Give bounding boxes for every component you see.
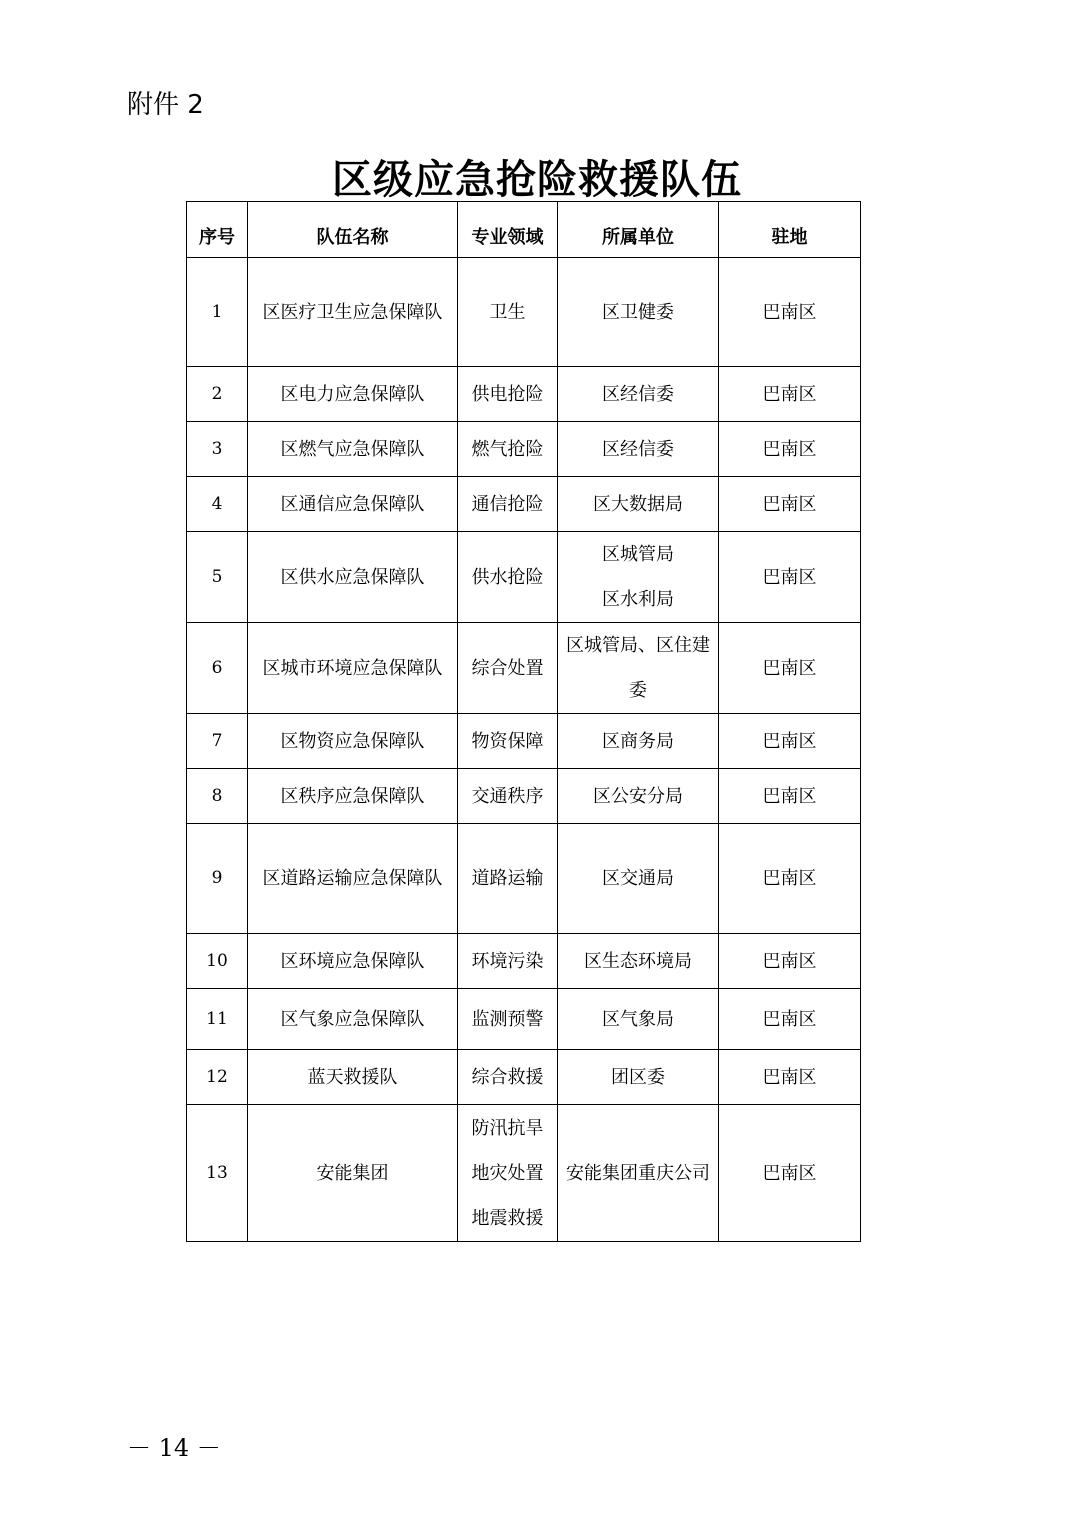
row-location: 巴南区 — [719, 422, 861, 477]
row-team-name: 区城市环境应急保障队 — [248, 623, 458, 714]
row-field: 环境污染 — [458, 934, 558, 989]
table-row — [187, 532, 861, 623]
row-team-name: 区电力应急保障队 — [248, 367, 458, 422]
table-row — [187, 422, 861, 477]
row-team-name: 安能集团 — [248, 1105, 458, 1242]
row-location: 巴南区 — [719, 989, 861, 1050]
row-location: 巴南区 — [719, 477, 861, 532]
row-field: 供电抢险 — [458, 367, 558, 422]
table-row — [187, 714, 861, 769]
row-unit: 团区委 — [558, 1050, 719, 1105]
row-field: 通信抢险 — [458, 477, 558, 532]
attachment-label: 附件 2 — [127, 90, 204, 120]
row-field: 道路运输 — [458, 824, 558, 934]
table-row — [187, 769, 861, 824]
row-location: 巴南区 — [719, 532, 861, 623]
table-row — [187, 1050, 861, 1105]
row-no: 1 — [187, 258, 248, 367]
row-location: 巴南区 — [719, 623, 861, 714]
row-team-name: 区医疗卫生应急保障队 — [248, 258, 458, 367]
row-no: 8 — [187, 769, 248, 824]
row-no: 7 — [187, 714, 248, 769]
table-row — [187, 623, 861, 714]
row-unit: 区经信委 — [558, 422, 719, 477]
row-no: 11 — [187, 989, 248, 1050]
row-no: 13 — [187, 1105, 248, 1242]
row-location: 巴南区 — [719, 824, 861, 934]
row-location: 巴南区 — [719, 714, 861, 769]
row-field: 燃气抢险 — [458, 422, 558, 477]
row-location: 巴南区 — [719, 934, 861, 989]
row-no: 4 — [187, 477, 248, 532]
row-team-name: 区物资应急保障队 — [248, 714, 458, 769]
row-field: 供水抢险 — [458, 532, 558, 623]
row-unit: 区城管局、区住建委 — [558, 623, 719, 714]
row-no: 5 — [187, 532, 248, 623]
row-unit: 区交通局 — [558, 824, 719, 934]
row-team-name: 区供水应急保障队 — [248, 532, 458, 623]
table-header-row — [187, 202, 861, 258]
row-team-name: 区环境应急保障队 — [248, 934, 458, 989]
row-unit: 区卫健委 — [558, 258, 719, 367]
header-field: 专业领域 — [458, 202, 558, 258]
page-number: － 14 － — [127, 1434, 221, 1462]
row-no: 3 — [187, 422, 248, 477]
row-unit: 区公安分局 — [558, 769, 719, 824]
row-field: 卫生 — [458, 258, 558, 367]
header-team-name: 队伍名称 — [248, 202, 458, 258]
row-field: 物资保障 — [458, 714, 558, 769]
table-row — [187, 934, 861, 989]
row-field: 综合救援 — [458, 1050, 558, 1105]
row-location: 巴南区 — [719, 1105, 861, 1242]
row-field: 综合处置 — [458, 623, 558, 714]
table-row — [187, 989, 861, 1050]
table-row — [187, 824, 861, 934]
row-unit: 安能集团重庆公司 — [558, 1105, 719, 1242]
table-row — [187, 1105, 861, 1242]
row-team-name: 区燃气应急保障队 — [248, 422, 458, 477]
table-row — [187, 477, 861, 532]
row-location: 巴南区 — [719, 1050, 861, 1105]
row-location: 巴南区 — [719, 258, 861, 367]
row-team-name: 区通信应急保障队 — [248, 477, 458, 532]
row-unit: 区生态环境局 — [558, 934, 719, 989]
header-no: 序号 — [187, 202, 248, 258]
row-field: 交通秩序 — [458, 769, 558, 824]
row-location: 巴南区 — [719, 769, 861, 824]
table-row — [187, 258, 861, 367]
header-unit: 所属单位 — [558, 202, 719, 258]
table-row — [187, 367, 861, 422]
row-field: 防汛抗旱 地灾处置 地震救援 — [458, 1105, 558, 1242]
header-location: 驻地 — [719, 202, 861, 258]
row-team-name: 区气象应急保障队 — [248, 989, 458, 1050]
rescue-team-table — [186, 201, 861, 1242]
row-unit: 区大数据局 — [558, 477, 719, 532]
page-title: 区级应急抢险救援队伍 — [332, 156, 742, 203]
row-unit: 区商务局 — [558, 714, 719, 769]
row-unit: 区城管局 区水利局 — [558, 532, 719, 623]
row-no: 2 — [187, 367, 248, 422]
row-no: 9 — [187, 824, 248, 934]
row-team-name: 区道路运输应急保障队 — [248, 824, 458, 934]
row-no: 12 — [187, 1050, 248, 1105]
row-field: 监测预警 — [458, 989, 558, 1050]
row-unit: 区气象局 — [558, 989, 719, 1050]
row-no: 6 — [187, 623, 248, 714]
row-team-name: 区秩序应急保障队 — [248, 769, 458, 824]
row-unit: 区经信委 — [558, 367, 719, 422]
row-team-name: 蓝天救援队 — [248, 1050, 458, 1105]
row-no: 10 — [187, 934, 248, 989]
row-location: 巴南区 — [719, 367, 861, 422]
